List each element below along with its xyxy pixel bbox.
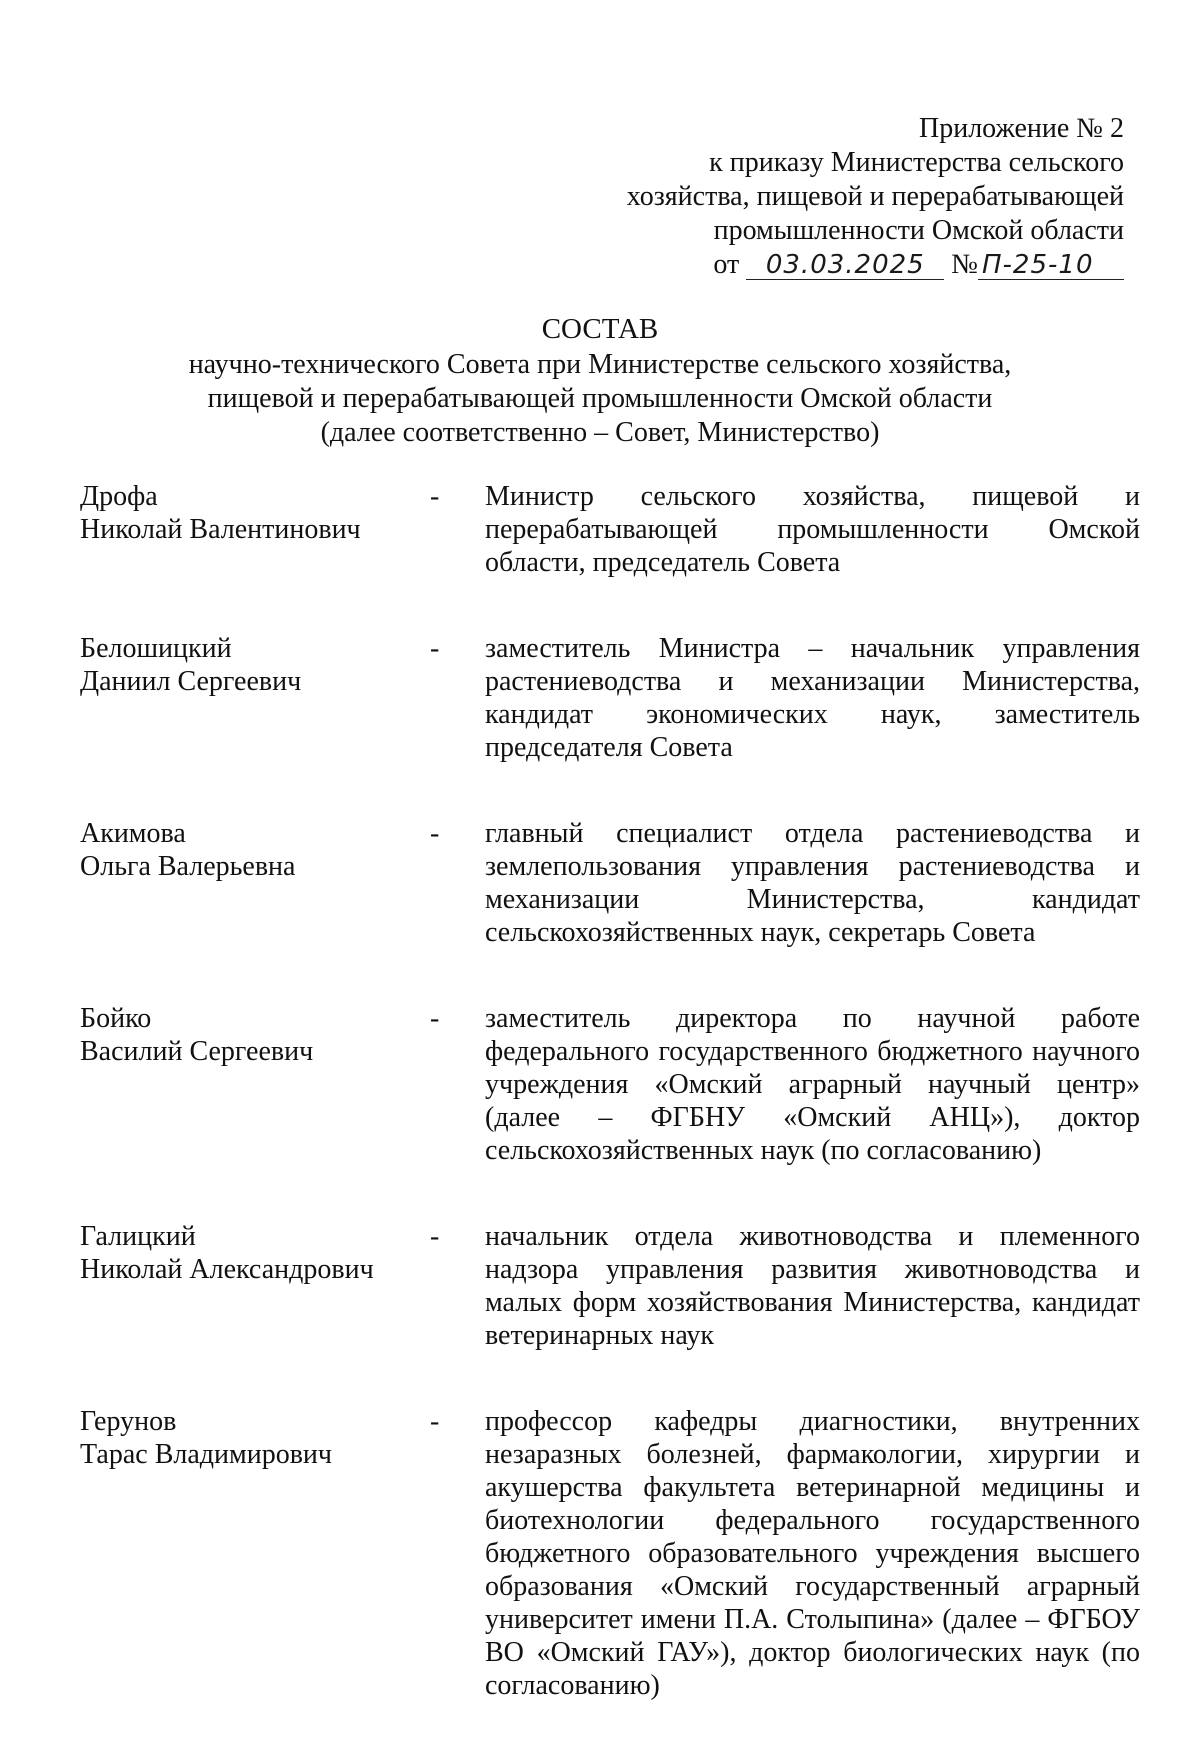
number-prefix: №	[951, 249, 978, 280]
member-row	[80, 632, 1140, 764]
council-members-list	[80, 480, 1140, 1755]
member-given-names: Николай Валентинович	[80, 514, 361, 545]
member-row	[80, 817, 1140, 949]
date-prefix: от	[713, 249, 740, 280]
order-number-handwritten: П-25-10	[978, 251, 1124, 280]
member-name	[80, 1220, 430, 1352]
member-name	[80, 817, 430, 949]
member-given-names: Николай Александрович	[80, 1254, 374, 1285]
appendix-line: к приказу Министерства сельского	[709, 147, 1124, 178]
member-surname: Акимова	[80, 818, 186, 849]
member-surname: Белошицкий	[80, 633, 232, 664]
member-name	[80, 632, 430, 764]
title-line: пищевой и перерабатывающей промышленности Омской области	[207, 383, 993, 414]
member-dash: -	[430, 1221, 440, 1252]
member-dash: -	[430, 818, 440, 849]
member-name	[80, 480, 430, 579]
member-given-names: Даниил Сергеевич	[80, 666, 302, 697]
title-line: научно-технического Совета при Министерстве сельского хозяйства,	[188, 349, 1012, 380]
member-surname: Герунов	[80, 1406, 177, 1437]
title-heading: СОСТАВ	[541, 313, 659, 345]
member-given-names: Василий Сергеевич	[80, 1036, 314, 1067]
member-row	[80, 1220, 1140, 1352]
appendix-line: хозяйства, пищевой и перерабатывающей	[626, 181, 1124, 212]
member-dash: -	[430, 1003, 440, 1034]
member-surname: Бойко	[80, 1003, 152, 1034]
member-name	[80, 1405, 430, 1702]
document-title	[0, 312, 1200, 450]
appendix-line: промышленности Омской области	[713, 215, 1124, 246]
member-dash: -	[430, 633, 440, 664]
member-role: главный специалист отдела растениеводства и землепользования управления растениеводства и механизации Министерства, кандидат сельскохозяйственных наук, секретарь Совета	[485, 818, 1140, 948]
member-role: Министр сельского хозяйства, пищевой и перерабатывающей промышленности Омской области, председатель Совета	[485, 481, 1140, 578]
member-role: заместитель Министра – начальник управления растениеводства и механизации Министерства, кандидат экономических наук, заместитель председателя Совета	[485, 633, 1140, 763]
member-role: заместитель директора по научной работе федерального государственного бюджетного научного учреждения «Омский аграрный научный центр» (далее – ФГБНУ «Омский АНЦ»), доктор сельскохозяйственных наук (по согласованию)	[485, 1003, 1140, 1166]
member-given-names: Тарас Владимирович	[80, 1439, 332, 1470]
member-surname: Дрофа	[80, 481, 158, 512]
title-line: (далее соответственно – Совет, Министерство)	[320, 417, 880, 448]
appendix-number: Приложение № 2	[919, 113, 1124, 144]
member-given-names: Ольга Валерьевна	[80, 851, 296, 882]
member-dash: -	[430, 481, 440, 512]
member-role: начальник отдела животноводства и племенного надзора управления развития животноводства и малых форм хозяйствования Министерства, кандидат ветеринарных наук	[485, 1221, 1140, 1351]
member-row	[80, 1002, 1140, 1167]
order-date-number-line	[564, 248, 1124, 282]
member-row	[80, 480, 1140, 579]
appendix-header	[564, 112, 1124, 282]
member-role: профессор кафедры диагностики, внутренних незаразных болезней, фармакологии, хирургии и акушерства факультета ветеринарной медицины и биотехнологии федерального государственного бюджетного образовательного учреждения высшего образования «Омский государственный аграрный университет имени П.А. Столыпина» (далее – ФГБОУ ВО «Омский ГАУ»), доктор биологических наук (по согласованию)	[485, 1406, 1140, 1701]
member-dash: -	[430, 1406, 440, 1437]
member-surname: Галицкий	[80, 1221, 196, 1252]
order-date-handwritten: 03.03.2025	[746, 251, 944, 280]
member-name	[80, 1002, 430, 1167]
member-row	[80, 1405, 1140, 1702]
